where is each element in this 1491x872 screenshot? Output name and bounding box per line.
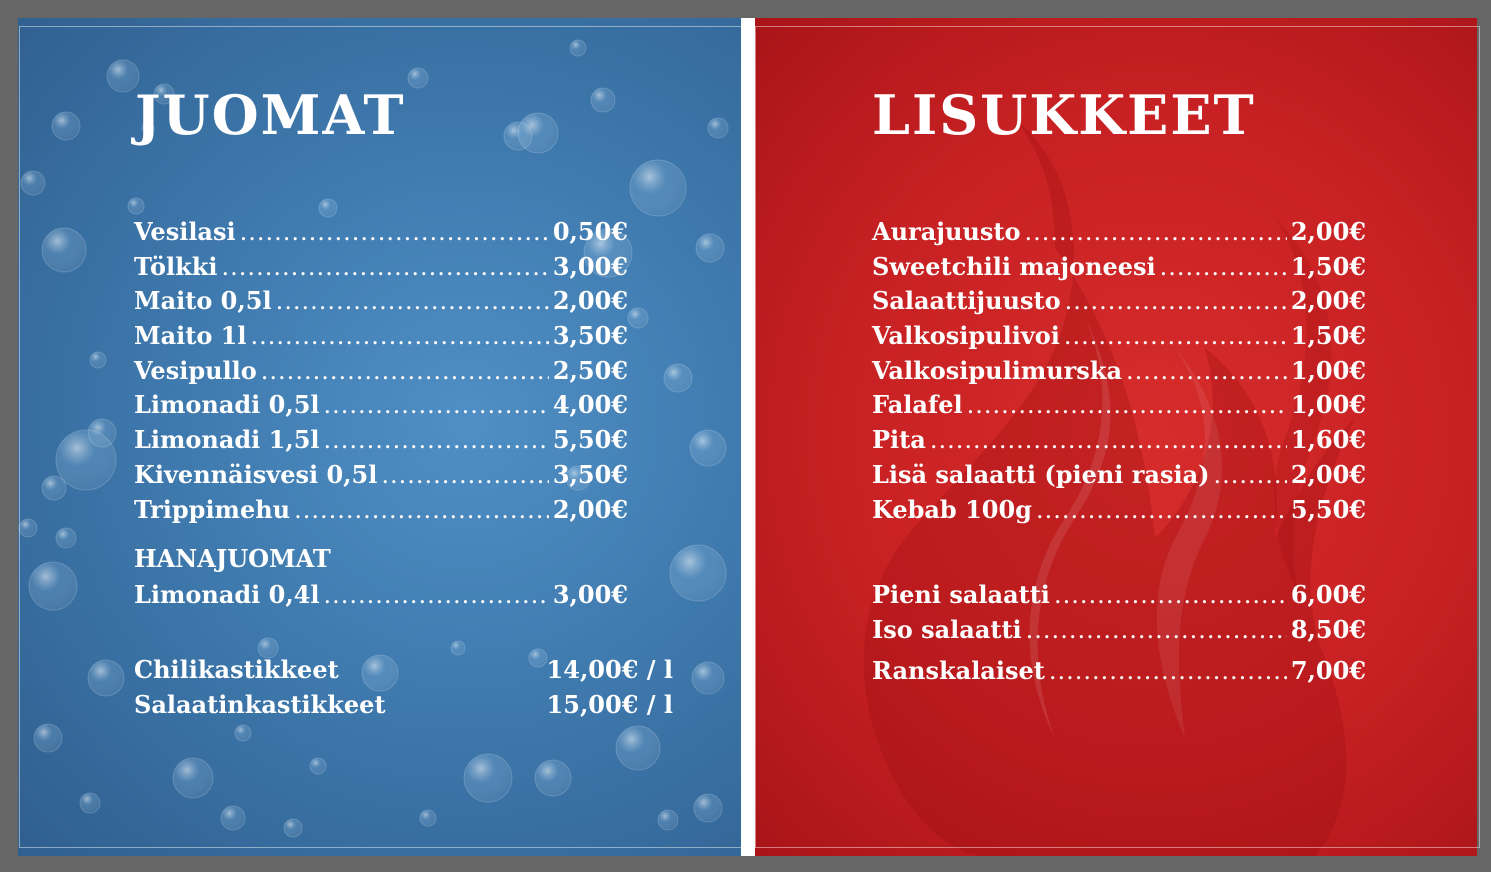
- list-item: [134, 423, 628, 458]
- item-price: 2,00€: [1290, 217, 1366, 246]
- item-name: Chilikastikkeet: [134, 655, 339, 684]
- dot-leader: [251, 319, 549, 354]
- fries-list: [872, 654, 1366, 689]
- list-item: [134, 215, 628, 250]
- item-price: 2,50€: [552, 355, 628, 385]
- list-item: [134, 319, 628, 354]
- item-price: 3,50€: [552, 321, 628, 351]
- list-item: [872, 215, 1366, 250]
- item-price: 1,50€: [1290, 251, 1366, 281]
- item-price: 2,00€: [552, 494, 628, 524]
- item-name: Valkosipulivoi: [872, 321, 1060, 351]
- list-item: [872, 250, 1366, 285]
- dot-leader: [240, 215, 549, 250]
- list-item: [134, 284, 628, 319]
- item-name: Vesilasi: [134, 217, 236, 246]
- list-item: [872, 319, 1366, 354]
- item-price: 3,00€: [552, 580, 628, 609]
- item-price: 3,00€: [552, 251, 628, 281]
- item-name: Pieni salaatti: [872, 580, 1050, 609]
- dot-leader: [967, 388, 1287, 423]
- item-name: Lisä salaatti (pieni rasia): [872, 459, 1210, 489]
- item-price: 15,00€ / l: [546, 689, 673, 719]
- dot-leader: [261, 354, 549, 389]
- list-item: [134, 250, 628, 285]
- list-item: [134, 688, 673, 723]
- list-item: [872, 458, 1366, 493]
- item-name: Iso salaatti: [872, 614, 1022, 644]
- item-price: 1,00€: [1290, 390, 1366, 420]
- item-name: Salaatinkastikkeet: [134, 689, 386, 719]
- item-name: Limonadi 1,5l: [134, 425, 320, 455]
- dot-leader: [1024, 215, 1286, 250]
- item-price: 5,50€: [1290, 494, 1366, 524]
- item-name: Valkosipulimurska: [872, 355, 1122, 385]
- dot-leader: [1214, 458, 1287, 493]
- sides-list: [872, 215, 1366, 527]
- dot-leader: [1054, 578, 1287, 613]
- tap-drinks-list: [134, 578, 628, 613]
- salads-list: [872, 578, 1366, 647]
- dot-leader: [381, 458, 549, 493]
- drinks-heading: JUOMAT: [135, 83, 406, 147]
- list-item: [134, 578, 628, 613]
- item-price: 1,50€: [1290, 321, 1366, 351]
- list-item: [872, 284, 1366, 319]
- drinks-page: [18, 18, 741, 856]
- item-price: 2,00€: [552, 286, 628, 316]
- dot-leader: [1026, 613, 1287, 648]
- tap-drinks-heading: HANAJUOMAT: [134, 544, 331, 573]
- item-price: 1,00€: [1290, 355, 1366, 385]
- dot-leader: [1064, 319, 1287, 354]
- dot-leader: [324, 388, 549, 423]
- item-name: Maito 0,5l: [134, 286, 272, 316]
- item-price: 2,00€: [1290, 459, 1366, 489]
- item-name: Pita: [872, 425, 926, 455]
- sides-heading: LISUKKEET: [872, 83, 1256, 147]
- dot-leader: [324, 423, 549, 458]
- dot-leader: [222, 250, 549, 285]
- list-item: [134, 458, 628, 493]
- list-item: [872, 613, 1366, 648]
- item-name: Vesipullo: [134, 355, 257, 385]
- drinks-list: [134, 215, 628, 527]
- list-item: [134, 354, 628, 389]
- item-price: 14,00€ / l: [546, 655, 673, 684]
- item-name: Salaattijuusto: [872, 286, 1061, 316]
- item-name: Limonadi 0,4l: [134, 580, 320, 609]
- item-name: Sweetchili majoneesi: [872, 251, 1156, 281]
- item-price: 0,50€: [552, 217, 628, 246]
- dot-leader: [1049, 654, 1287, 689]
- item-name: Kebab 100g: [872, 494, 1032, 524]
- dot-leader: [1126, 354, 1287, 389]
- item-name: Tölkki: [134, 251, 218, 281]
- item-price: 7,00€: [1290, 656, 1366, 685]
- list-item: [872, 354, 1366, 389]
- list-item: [872, 388, 1366, 423]
- item-price: 6,00€: [1290, 580, 1366, 609]
- item-price: 5,50€: [552, 425, 628, 455]
- list-item: [134, 653, 673, 688]
- item-price: 8,50€: [1290, 614, 1366, 644]
- item-name: Trippimehu: [134, 494, 291, 524]
- item-name: Falafel: [872, 390, 963, 420]
- sauces-list: [134, 653, 673, 722]
- item-price: 4,00€: [552, 390, 628, 420]
- list-item: [134, 388, 628, 423]
- item-name: Maito 1l: [134, 321, 247, 351]
- dot-leader: [1036, 493, 1287, 528]
- item-price: 2,00€: [1290, 286, 1366, 316]
- item-name: Limonadi 0,5l: [134, 390, 320, 420]
- item-price: 3,50€: [552, 459, 628, 489]
- dot-leader: [294, 493, 549, 528]
- list-item: [872, 493, 1366, 528]
- dot-leader: [930, 423, 1287, 458]
- list-item: [872, 578, 1366, 613]
- dot-leader: [324, 578, 549, 613]
- item-name: Kivennäisvesi 0,5l: [134, 459, 378, 489]
- item-name: Aurajuusto: [872, 217, 1021, 246]
- item-price: 1,60€: [1290, 425, 1366, 455]
- dot-leader: [1065, 284, 1287, 319]
- list-item: [872, 423, 1366, 458]
- dot-leader: [1160, 250, 1287, 285]
- list-item: [134, 493, 628, 528]
- sides-page: [755, 18, 1477, 856]
- item-name: Ranskalaiset: [872, 656, 1045, 685]
- list-item: [872, 654, 1366, 689]
- page-divider: [741, 18, 755, 856]
- dot-leader: [276, 284, 549, 319]
